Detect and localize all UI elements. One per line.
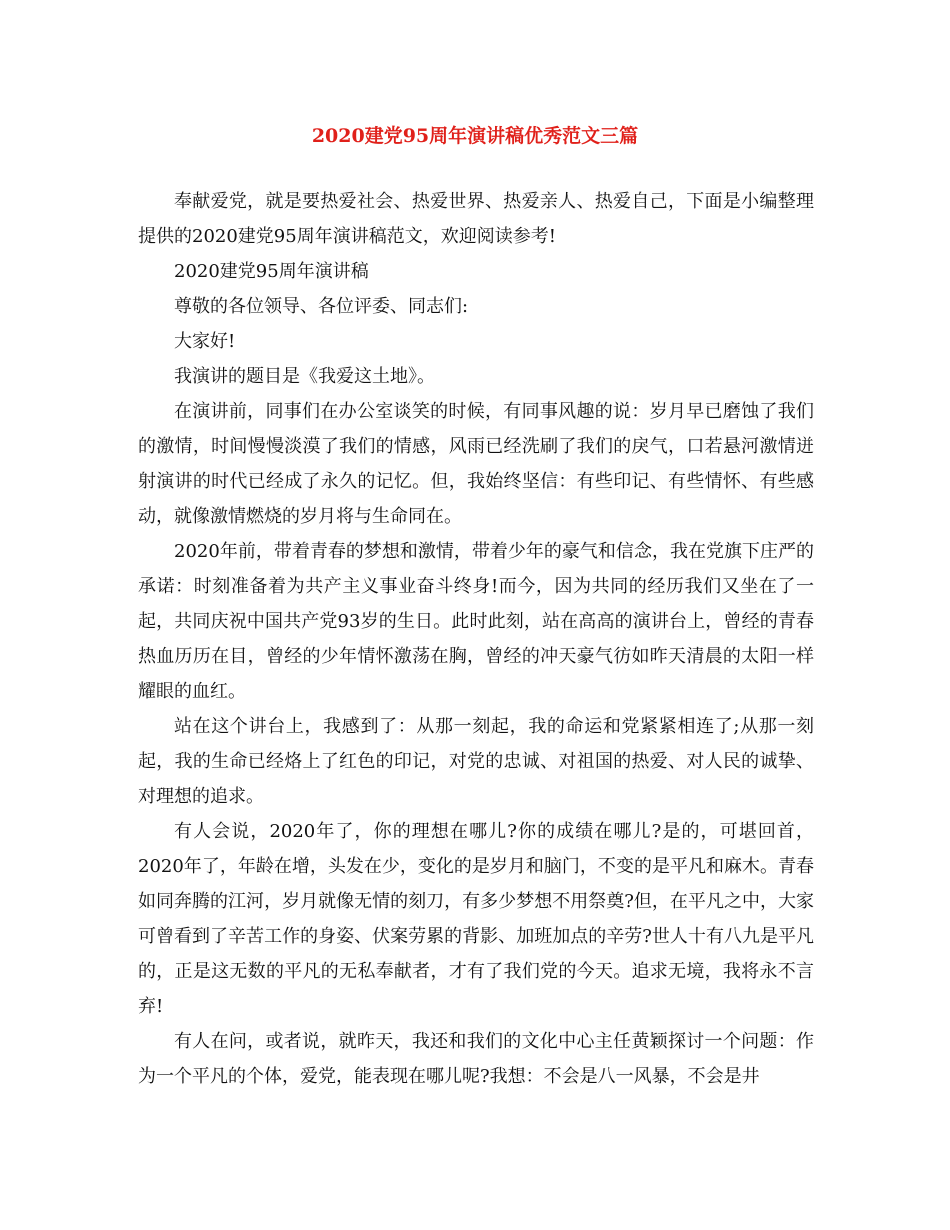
paragraph-greeting: 大家好! [174, 331, 236, 352]
paragraph-topic: 我演讲的题目是《我爱这土地》。 [174, 366, 435, 387]
document-title: 2020建党95周年演讲稿优秀范文三篇 [311, 125, 639, 147]
paragraph-body: 有人在问，或者说，就昨天，我还和我们的文化中心主任黄颖探讨一个问题：作为一个平凡的个体，爱党，能表现在哪儿呢?我想：不会是八一风暴，不会是井 [138, 1031, 814, 1087]
paragraph-body: 2020年前，带着青春的梦想和激情，带着少年的豪气和信念，我在党旗下庄严的承诺：时刻准备着为共产主义事业奋斗终身!而今，因为共同的经历我们又坐在了一起，共同庆祝中国共产党93岁的生日。此时此刻，站在高高的演讲台上，曾经的青春热血历历在目，曾经的少年情怀激荡在胸，曾经的冲天豪气彷如昨天清晨的太阳一样耀眼的血红。 [138, 541, 814, 702]
paragraph-body: 有人会说，2020年了，你的理想在哪儿?你的成绩在哪儿?是的，可堪回首，2020年了，年龄在增，头发在少，变化的是岁月和脑门，不变的是平凡和麻木。青春如同奔腾的江河，岁月就像无情的刻刀，有多少梦想不用祭奠?但，在平凡之中，大家可曾看到了辛苦工作的身姿、伏案劳累的背影、加班加点的辛劳?世人十有八九是平凡的，正是这无数的平凡的无私奉献者，才有了我们党的今天。追求无境，我将永不言弃! [138, 821, 814, 1017]
document-body [138, 184, 814, 1094]
paragraph-intro: 奉献爱党，就是要热爱社会、热爱世界、热爱亲人、热爱自己，下面是小编整理提供的2020建党95周年演讲稿范文，欢迎阅读参考! [138, 191, 814, 247]
paragraph-body: 站在这个讲台上，我感到了：从那一刻起，我的命运和党紧紧相连了;从那一刻起，我的生命已经烙上了红色的印记，对党的忠诚、对祖国的热爱、对人民的诚挚、对理想的追求。 [138, 716, 814, 807]
paragraph-salutation: 尊敬的各位领导、各位评委、同志们: [174, 296, 469, 317]
paragraph-speech-heading: 2020建党95周年演讲稿 [174, 261, 369, 282]
paragraph-body: 在演讲前，同事们在办公室谈笑的时候，有同事风趣的说：岁月早已磨蚀了我们的激情，时间慢慢淡漠了我们的情感，风雨已经洗刷了我们的戾气，口若悬河激情迸射演讲的时代已经成了永久的记忆。但，我始终坚信：有些印记、有些情怀、有些感动，就像激情燃烧的岁月将与生命同在。 [138, 401, 814, 527]
